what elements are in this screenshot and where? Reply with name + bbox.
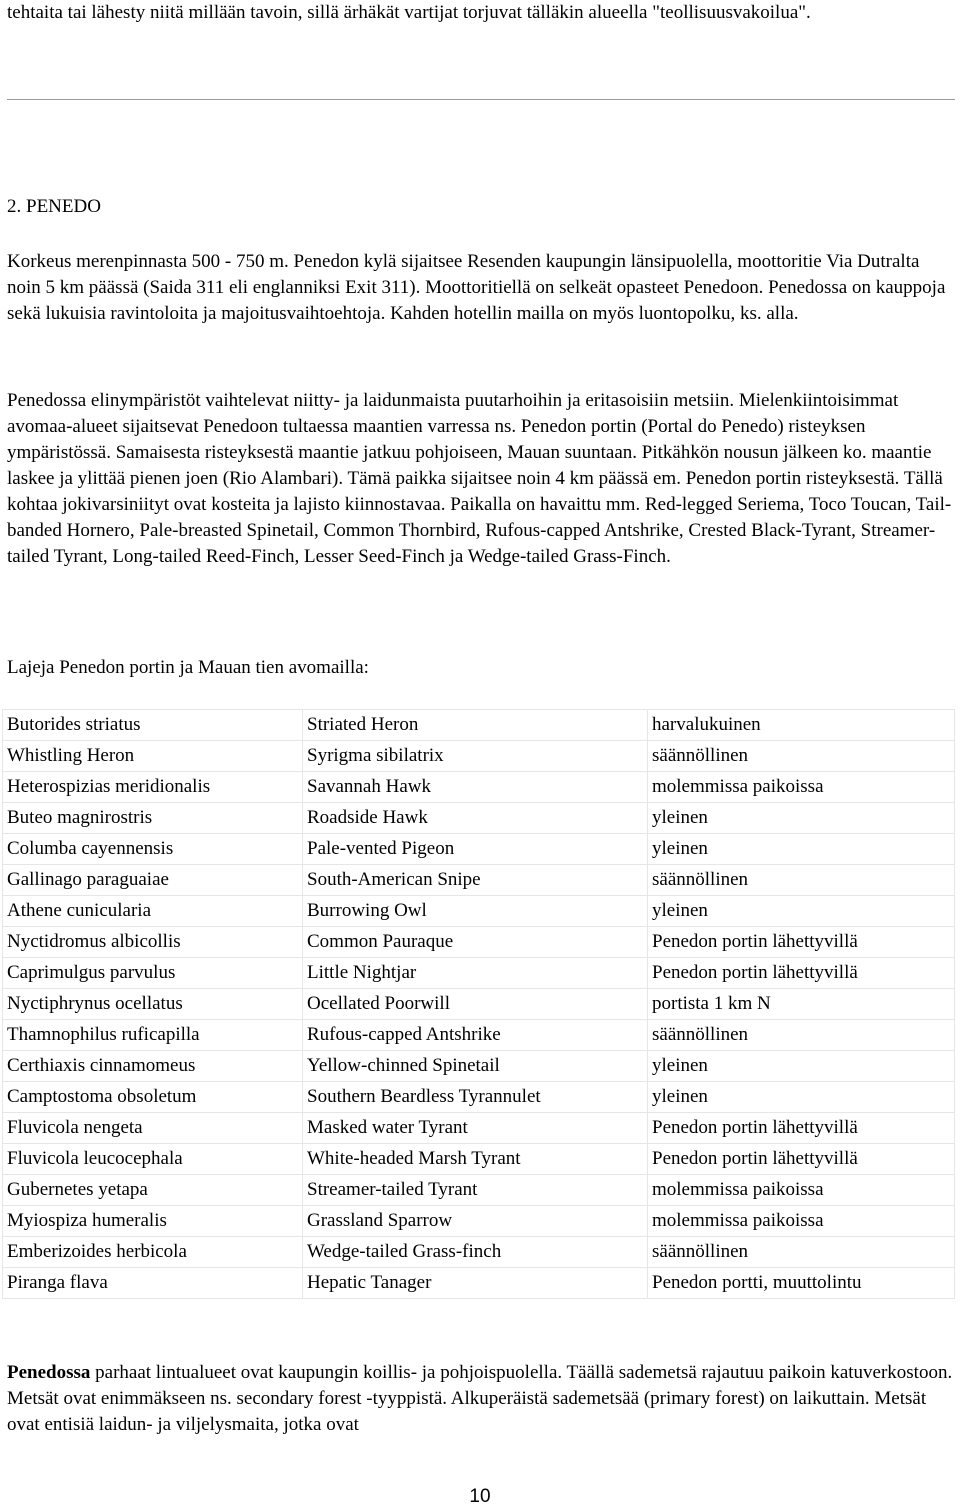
table-row — [3, 741, 955, 772]
scientific-name-cell: Columba cayennensis — [3, 834, 303, 865]
status-cell: molemmissa paikoissa — [648, 1175, 955, 1206]
scientific-name-cell: Nyctidromus albicollis — [3, 927, 303, 958]
table-row — [3, 1175, 955, 1206]
english-name-cell: Yellow-chinned Spinetail — [303, 1051, 648, 1082]
english-name-cell: Roadside Hawk — [303, 803, 648, 834]
english-name-cell: Striated Heron — [303, 710, 648, 741]
english-name-cell: Grassland Sparrow — [303, 1206, 648, 1237]
species-table-body — [3, 710, 955, 1299]
english-name-cell: Rufous-capped Antshrike — [303, 1020, 648, 1051]
section-heading: 2. PENEDO — [7, 196, 101, 217]
horizontal-divider — [7, 99, 955, 100]
status-cell: yleinen — [648, 1051, 955, 1082]
table-row — [3, 1051, 955, 1082]
scientific-name-cell: Gubernetes yetapa — [3, 1175, 303, 1206]
english-name-cell: Southern Beardless Tyrannulet — [303, 1082, 648, 1113]
english-name-cell: Common Pauraque — [303, 927, 648, 958]
english-name-cell: Wedge-tailed Grass-finch — [303, 1237, 648, 1268]
table-row — [3, 1237, 955, 1268]
status-cell: molemmissa paikoissa — [648, 772, 955, 803]
table-row — [3, 834, 955, 865]
english-name-cell: Syrigma sibilatrix — [303, 741, 648, 772]
location-paragraph: Korkeus merenpinnasta 500 - 750 m. Penedon kylä sijaitsee Resenden kaupungin länsipuolella, moottoritie Via Dutralta noin 5 km päässä (Saida 311 eli englanniksi Exit 311). Moottoritiellä on selkeät opasteet Penedoon. Penedossa on kauppoja sekä lukuisia ravintoloita ja majoitusvaihtoehtoja. Kahden hotellin mailla on myös luontopolku, ks. alla. — [7, 251, 946, 324]
status-cell: yleinen — [648, 803, 955, 834]
scientific-name-cell: Heterospizias meridionalis — [3, 772, 303, 803]
table-row — [3, 1082, 955, 1113]
table-row — [3, 958, 955, 989]
english-name-cell: Burrowing Owl — [303, 896, 648, 927]
status-cell: portista 1 km N — [648, 989, 955, 1020]
status-cell: harvalukuinen — [648, 710, 955, 741]
status-cell: yleinen — [648, 896, 955, 927]
scientific-name-cell: Caprimulgus parvulus — [3, 958, 303, 989]
status-cell: Penedon portti, muuttolintu — [648, 1268, 955, 1299]
scientific-name-cell: Fluvicola leucocephala — [3, 1144, 303, 1175]
intro-paragraph: tehtaita tai lähesty niitä millään tavoin, sillä ärhäkät vartijat torjuvat tälläkin alueella "teollisuusvakoilua". — [7, 2, 811, 23]
english-name-cell: South-American Snipe — [303, 865, 648, 896]
scientific-name-cell: Fluvicola nengeta — [3, 1113, 303, 1144]
status-cell: Penedon portin lähettyvillä — [648, 1113, 955, 1144]
status-cell: Penedon portin lähettyvillä — [648, 927, 955, 958]
english-name-cell: Ocellated Poorwill — [303, 989, 648, 1020]
table-row — [3, 927, 955, 958]
penedo-paragraph — [7, 1360, 955, 1438]
table-row — [3, 896, 955, 927]
status-cell: säännöllinen — [648, 865, 955, 896]
paragraph-body: parhaat lintualueet ovat kaupungin koillis- ja pohjoispuolella. Täällä sademetsä rajautuu paikoin katuverkostoon. Metsät ovat enimmäkseen ns. secondary forest -tyyppistä. Alkuperäistä sademetsää (primary forest) on laikuttain. Metsät ovat entisiä laidun- ja viljelysmaita, jotka ovat — [7, 1362, 953, 1435]
status-cell: yleinen — [648, 1082, 955, 1113]
paragraph-lead-bold: Penedossa — [7, 1362, 91, 1383]
table-row — [3, 1144, 955, 1175]
table-caption: Lajeja Penedon portin ja Mauan tien avomailla: — [7, 657, 369, 678]
scientific-name-cell: Butorides striatus — [3, 710, 303, 741]
scientific-name-cell: Athene cunicularia — [3, 896, 303, 927]
status-cell: säännöllinen — [648, 1020, 955, 1051]
english-name-cell: Streamer-tailed Tyrant — [303, 1175, 648, 1206]
english-name-cell: Masked water Tyrant — [303, 1113, 648, 1144]
scientific-name-cell: Buteo magnirostris — [3, 803, 303, 834]
scientific-name-cell: Thamnophilus ruficapilla — [3, 1020, 303, 1051]
scientific-name-cell: Myiospiza humeralis — [3, 1206, 303, 1237]
scientific-name-cell: Gallinago paraguaiae — [3, 865, 303, 896]
page-number: 10 — [469, 1486, 491, 1507]
english-name-cell: White-headed Marsh Tyrant — [303, 1144, 648, 1175]
scientific-name-cell: Certhiaxis cinnamomeus — [3, 1051, 303, 1082]
scientific-name-cell: Whistling Heron — [3, 741, 303, 772]
table-row — [3, 989, 955, 1020]
scientific-name-cell: Piranga flava — [3, 1268, 303, 1299]
english-name-cell: Pale-vented Pigeon — [303, 834, 648, 865]
table-row — [3, 772, 955, 803]
english-name-cell: Little Nightjar — [303, 958, 648, 989]
table-row — [3, 865, 955, 896]
status-cell: yleinen — [648, 834, 955, 865]
english-name-cell: Savannah Hawk — [303, 772, 648, 803]
table-row — [3, 1113, 955, 1144]
table-row — [3, 803, 955, 834]
habitat-paragraph: Penedossa elinympäristöt vaihtelevat niitty- ja laidunmaista puutarhoihin ja eritasoisiin metsiin. Mielenkiintoisimmat avomaa-alueet sijaitsevat Penedoon tultaessa maantien varressa ns. Penedon portin (Portal do Penedo) risteyksen ympäristössä. Samaisesta risteyksestä maantie jatkuu pohjoiseen, Mauan suuntaan. Pitkähkön nousun jälkeen ko. maantie laskee ja ylittää pienen joen (Rio Alambari). Tämä paikka sijaitsee noin 4 km päässä em. Penedon portin risteyksestä. Tällä kohtaa jokivarsiniityt ovat kosteita ja lajisto kiinnostavaa. Paikalla on havaittu mm. Red-legged Seriema, Toco Toucan, Tail-banded Hornero, Pale-breasted Spinetail, Common Thornbird, Rufous-capped Antshrike, Crested Black-Tyrant, Streamer-tailed Tyrant, Long-tailed Reed-Finch, Lesser Seed-Finch ja Wedge-tailed Grass-Finch. — [7, 390, 952, 567]
status-cell: säännöllinen — [648, 741, 955, 772]
species-table — [2, 709, 955, 1299]
scientific-name-cell: Nyctiphrynus ocellatus — [3, 989, 303, 1020]
table-row — [3, 1206, 955, 1237]
english-name-cell: Hepatic Tanager — [303, 1268, 648, 1299]
table-row — [3, 710, 955, 741]
scientific-name-cell: Camptostoma obsoletum — [3, 1082, 303, 1113]
status-cell: Penedon portin lähettyvillä — [648, 958, 955, 989]
status-cell: Penedon portin lähettyvillä — [648, 1144, 955, 1175]
scientific-name-cell: Emberizoides herbicola — [3, 1237, 303, 1268]
table-row — [3, 1268, 955, 1299]
table-row — [3, 1020, 955, 1051]
status-cell: molemmissa paikoissa — [648, 1206, 955, 1237]
status-cell: säännöllinen — [648, 1237, 955, 1268]
